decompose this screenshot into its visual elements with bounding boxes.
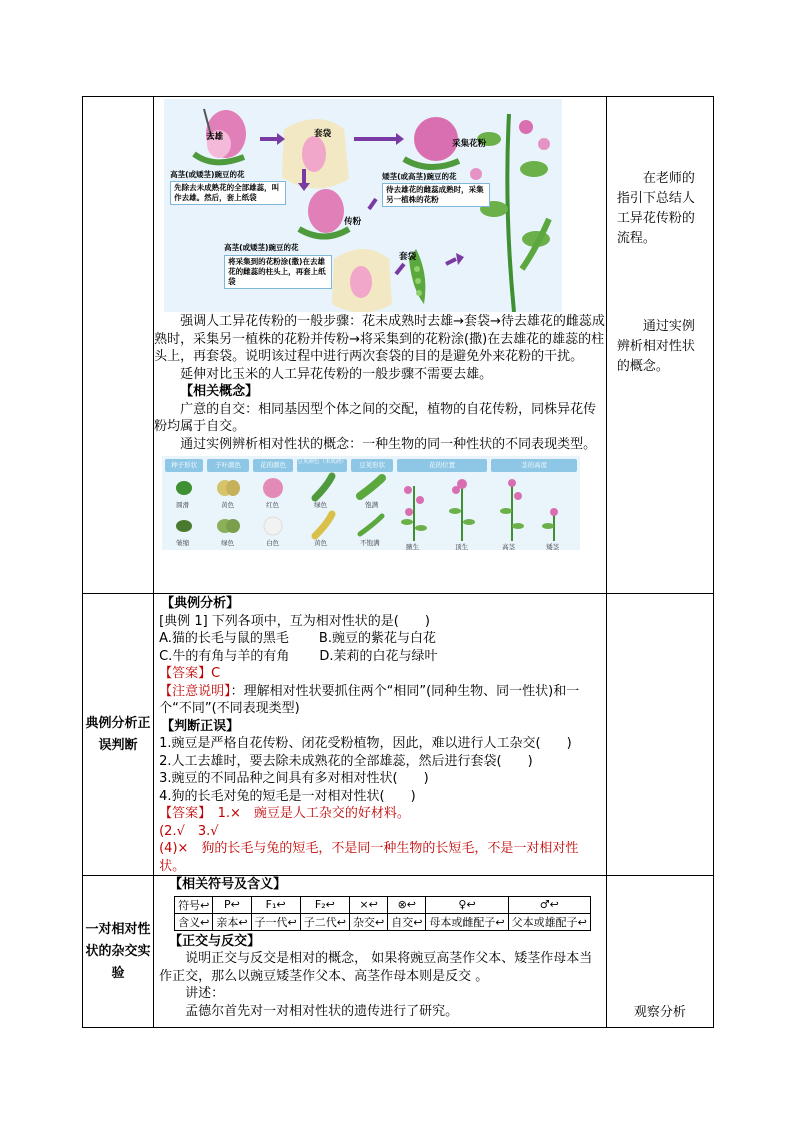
pollination-figure	[164, 99, 562, 312]
para-relative-trait: 通过实例辨析相对性状的概念：一种生物的同一种性状的不同表现类型。	[180, 436, 597, 452]
note-line	[159, 683, 602, 718]
row3-content-cell	[154, 876, 607, 1028]
meaning-cell: 含义↩	[175, 913, 213, 930]
meaning-cell: 母本或雌配子↩	[426, 913, 508, 930]
meaning-cell: 子一代↩	[251, 913, 300, 930]
symbols-table	[174, 896, 591, 931]
trait-value: 饱满	[365, 501, 379, 509]
label-flower-1: 高茎(或矮茎)豌豆的花	[170, 170, 245, 179]
symbol-cell: ♂↩	[508, 896, 590, 913]
cross-text: 说明正交与反交是相对的概念， 如果将豌豆高茎作父本、矮茎作母本当作正交，那么以豌豆矮茎作父本、高茎作母本则是反交 。	[159, 951, 593, 984]
section-label-text: 一对相对性状的杂交实验	[85, 921, 151, 981]
label-bag2: 套袋	[399, 252, 417, 262]
row2-notes-cell	[606, 594, 713, 876]
trait-value: 皱缩	[176, 539, 190, 547]
trait-header: 豆荚形状	[351, 459, 393, 472]
symbols-title: 【相关符号及含义】	[169, 877, 287, 892]
row1-notes-cell	[606, 97, 713, 594]
trait-value: 矮茎	[546, 543, 560, 550]
example-question: [典例 1] 下列各项中，互为相对性状的是( )	[159, 613, 430, 629]
meanings-row	[175, 913, 591, 930]
cross-title: 【正交与反交】	[169, 933, 261, 949]
example-title: 【典例分析】	[161, 596, 240, 611]
trait-header: 种子形状	[165, 459, 203, 472]
meaning-cell: 亲本↩	[213, 913, 251, 930]
trait-header: 花的位置	[397, 459, 487, 472]
symbol-cell: 符号↩	[175, 896, 213, 913]
trait-value: 红色	[266, 501, 280, 509]
judge-answer-1: 1.× 豌豆是人工杂交的好材料。	[217, 806, 410, 821]
trait-header: 豆荚颜色（未成熟）	[297, 459, 347, 472]
trait-value: 白色	[266, 539, 280, 547]
judge-answer-line	[159, 805, 602, 823]
judge-item-2: 2.人工去雄时，要去除未成熟花的全部雄蕊，然后进行套袋( )	[159, 753, 533, 769]
note-box-1: 先除去未成熟花的全部雄蕊，叫作去雄。然后，套上纸袋	[170, 181, 286, 205]
symbol-cell: ⊗↩	[388, 896, 426, 913]
option-b: B.豌豆的紫花与白花	[318, 631, 436, 646]
judge-answer-label: 【答案】	[159, 806, 205, 821]
meaning-cell: 自交↩	[388, 913, 426, 930]
trait-value: 腋生	[406, 543, 420, 550]
meaning-cell: 杂交↩	[349, 913, 387, 930]
trait-header: 子叶颜色	[207, 459, 249, 472]
symbol-cell: ×↩	[349, 896, 387, 913]
note-relative-trait: 通过实例辨析相对性状的概念。	[616, 319, 695, 374]
row1-content-cell	[154, 97, 607, 594]
section-label-example	[83, 594, 154, 876]
note-label: 【注意说明】	[159, 683, 231, 699]
page	[82, 96, 714, 1028]
trait-value: 顶生	[455, 543, 469, 550]
answer-label: 【答案】	[159, 666, 212, 681]
label-bag1: 套袋	[314, 129, 332, 139]
note-box-2: 待去雄花的雌蕊成熟时，采集另一植株的花粉	[382, 183, 490, 207]
para-corn: 延伸对比玉米的人工异花传粉的一般步骤不需要去雄。	[180, 366, 493, 382]
judge-item-3: 3.豌豆的不同品种之间具有多对相对性状( )	[159, 771, 429, 786]
trait-value: 黄色	[221, 501, 235, 509]
judge-answer-3: (4)× 狗的长毛与兔的短毛，不是同一种生物的长短毛，不是一对相对性状。	[159, 841, 579, 874]
trait-value: 不饱满	[360, 539, 380, 547]
symbol-cell: F₁↩	[251, 896, 300, 913]
label-pollinate: 传粉	[344, 217, 362, 227]
judge-item-1: 1.豌豆是严格自花传粉、闭花受粉植物，因此，难以进行人工杂交( )	[159, 736, 572, 751]
row3-notes-cell	[606, 876, 713, 1028]
trait-value: 高茎	[502, 543, 516, 550]
para-selfing: 广意的自交：相同基因型个体之间的交配，植物的自花传粉，同株异花传粉均属于自交。	[154, 401, 597, 434]
trait-value: 黄色	[314, 539, 328, 547]
label-flower-2: 矮茎(或高茎)豌豆的花	[382, 172, 457, 181]
trait-value: 绿色	[314, 501, 328, 509]
meaning-cell: 父本或雄配子↩	[508, 913, 590, 930]
symbol-cell: P↩	[213, 896, 251, 913]
trait-header: 茎的高度	[491, 459, 577, 472]
answer-line	[159, 665, 602, 683]
row-pollination	[83, 97, 714, 594]
judge-title: 【判断正误】	[161, 718, 240, 734]
label-emasculate: 去雄	[206, 132, 224, 142]
row-cross-experiment	[83, 876, 714, 1028]
option-d: D.茉莉的白花与绿叶	[319, 648, 438, 664]
trait-value: 圆滑	[176, 501, 190, 509]
section-label-text: 典例分析正误判断	[85, 715, 151, 753]
row2-content-cell	[154, 594, 607, 876]
judge-item-4: 4.狗的长毛对兔的短毛是一对相对性状( )	[159, 788, 416, 804]
section-label-cross	[83, 876, 154, 1028]
note-observe: 观察分析	[633, 1005, 686, 1020]
para-steps: 强调人工异花传粉的一般步骤：花未成熟时去雄→套袋→待去雄花的雌蕊成熟时，采集另一植株的花粉并传粉→将采集到的花粉涂(撒)在去雄花的雄蕊的柱头上，再套袋。说明该过程中进行两次套袋的目的是避免外来花粉的干扰。	[154, 314, 605, 364]
note-box-3: 将采集到的花粉涂(撒)在去雄花的雌蕊的柱头上，再套上纸袋	[224, 255, 332, 289]
option-row	[159, 630, 602, 648]
trait-value: 绿色	[221, 539, 235, 547]
trait-header: 花的颜色	[253, 459, 293, 472]
option-a: A.猫的长毛与鼠的黑毛	[159, 631, 289, 646]
lesson-table	[82, 96, 714, 1028]
traits-figure	[162, 456, 580, 550]
lecture-text: 孟德尔首先对一对相对性状的遗传进行了研究。	[185, 1003, 459, 1019]
symbol-cell: ♀↩	[426, 896, 508, 913]
answer-value: C	[211, 666, 221, 681]
note-pollination: 在老师的指引下总结人工异花传粉的流程。	[616, 171, 695, 246]
row1-label-cell	[83, 97, 154, 594]
label-flower-3: 高茎(或矮茎)豌豆的花	[224, 243, 299, 252]
judge-answer-2: (2.√ 3.√	[159, 823, 219, 839]
label-collect-pollen: 采集花粉	[452, 139, 487, 149]
lecture-label: 讲述：	[185, 986, 225, 1001]
option-row	[159, 648, 602, 666]
symbols-row	[175, 896, 591, 913]
option-c: C.牛的有角与羊的有角	[159, 648, 290, 664]
symbol-cell: F₂↩	[300, 896, 349, 913]
note-text: ：理解相对性状要抓住两个“相同”(同种生物、同一性状)和一个“不同”(不同表现类型)	[159, 683, 580, 716]
meaning-cell: 子二代↩	[300, 913, 349, 930]
related-concept-title: 【相关概念】	[180, 384, 259, 399]
row-example	[83, 594, 714, 876]
